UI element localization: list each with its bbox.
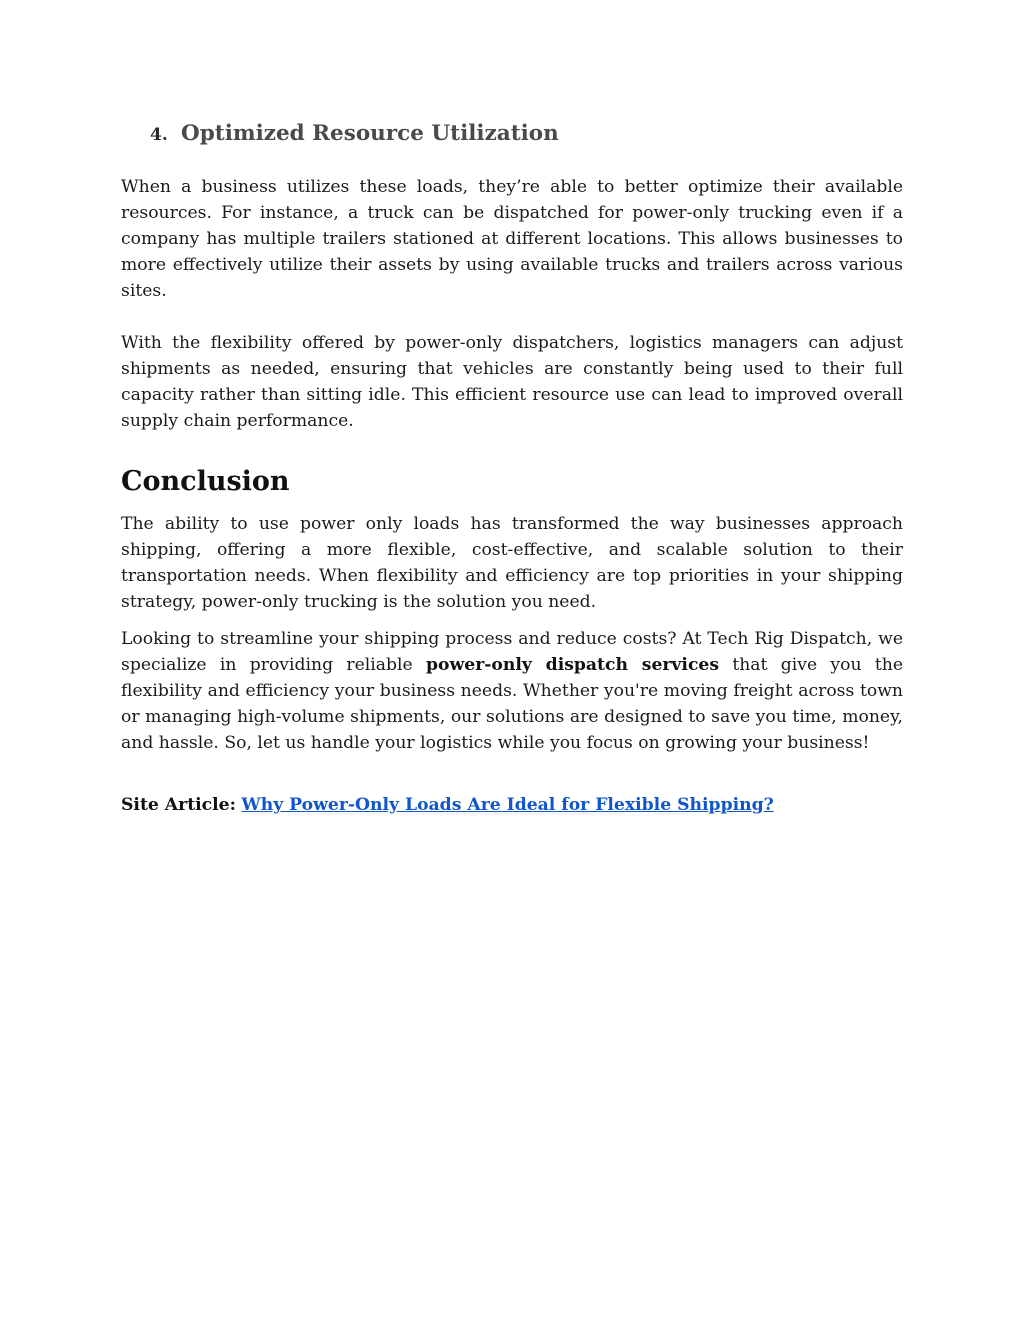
section-number: 4.	[150, 125, 168, 145]
conclusion-paragraph-1: The ability to use power only loads has transformed the way businesses approach shipping, offering a more flexible, cost-effective, and scalable solution to their transportation needs. When flexibility and efficiency are top priorities in your shipping strategy, power-only trucking is the solution you need.	[121, 514, 903, 613]
site-article-link[interactable]: Why Power-Only Loads Are Ideal for Flexible Shipping?	[241, 795, 774, 815]
conclusion-paragraph-2-text-after: that give you the flexibility and efficiency your business needs. Whether you're moving freight across town or managing high-volume shipments, our solutions are designed to save you time, money, and hassle. So, let us handle your logistics while you focus on growing your business!	[121, 655, 903, 754]
section-paragraph-2: With the flexibility offered by power-only dispatchers, logistics managers can adjust shipments as needed, ensuring that vehicles are constantly being used to their full capacity rather than sitting idle. This efficient resource use can lead to improved overall supply chain performance.	[121, 333, 903, 432]
site-article-line	[121, 792, 903, 818]
conclusion-heading: Conclusion	[121, 466, 290, 497]
dispatch-services-bold-text: power-only dispatch services	[425, 655, 720, 676]
section-heading	[150, 119, 559, 150]
conclusion-paragraph-2	[121, 626, 903, 756]
section-paragraph-1: When a business utilizes these loads, they’re able to better optimize their available resources. For instance, a truck can be dispatched for power-only trucking even if a company has multiple trailers stationed at different locations. This allows businesses to more effectively utilize their assets by using available trucks and trailers across various sites.	[121, 177, 903, 302]
conclusion-paragraph-2-text-before: Looking to streamline your shipping process and reduce costs? At Tech Rig Dispatch, we specialize in providing reliable	[121, 629, 903, 676]
section-title: Optimized Resource Utilization	[181, 121, 559, 146]
site-article-label: Site Article:	[121, 795, 236, 815]
